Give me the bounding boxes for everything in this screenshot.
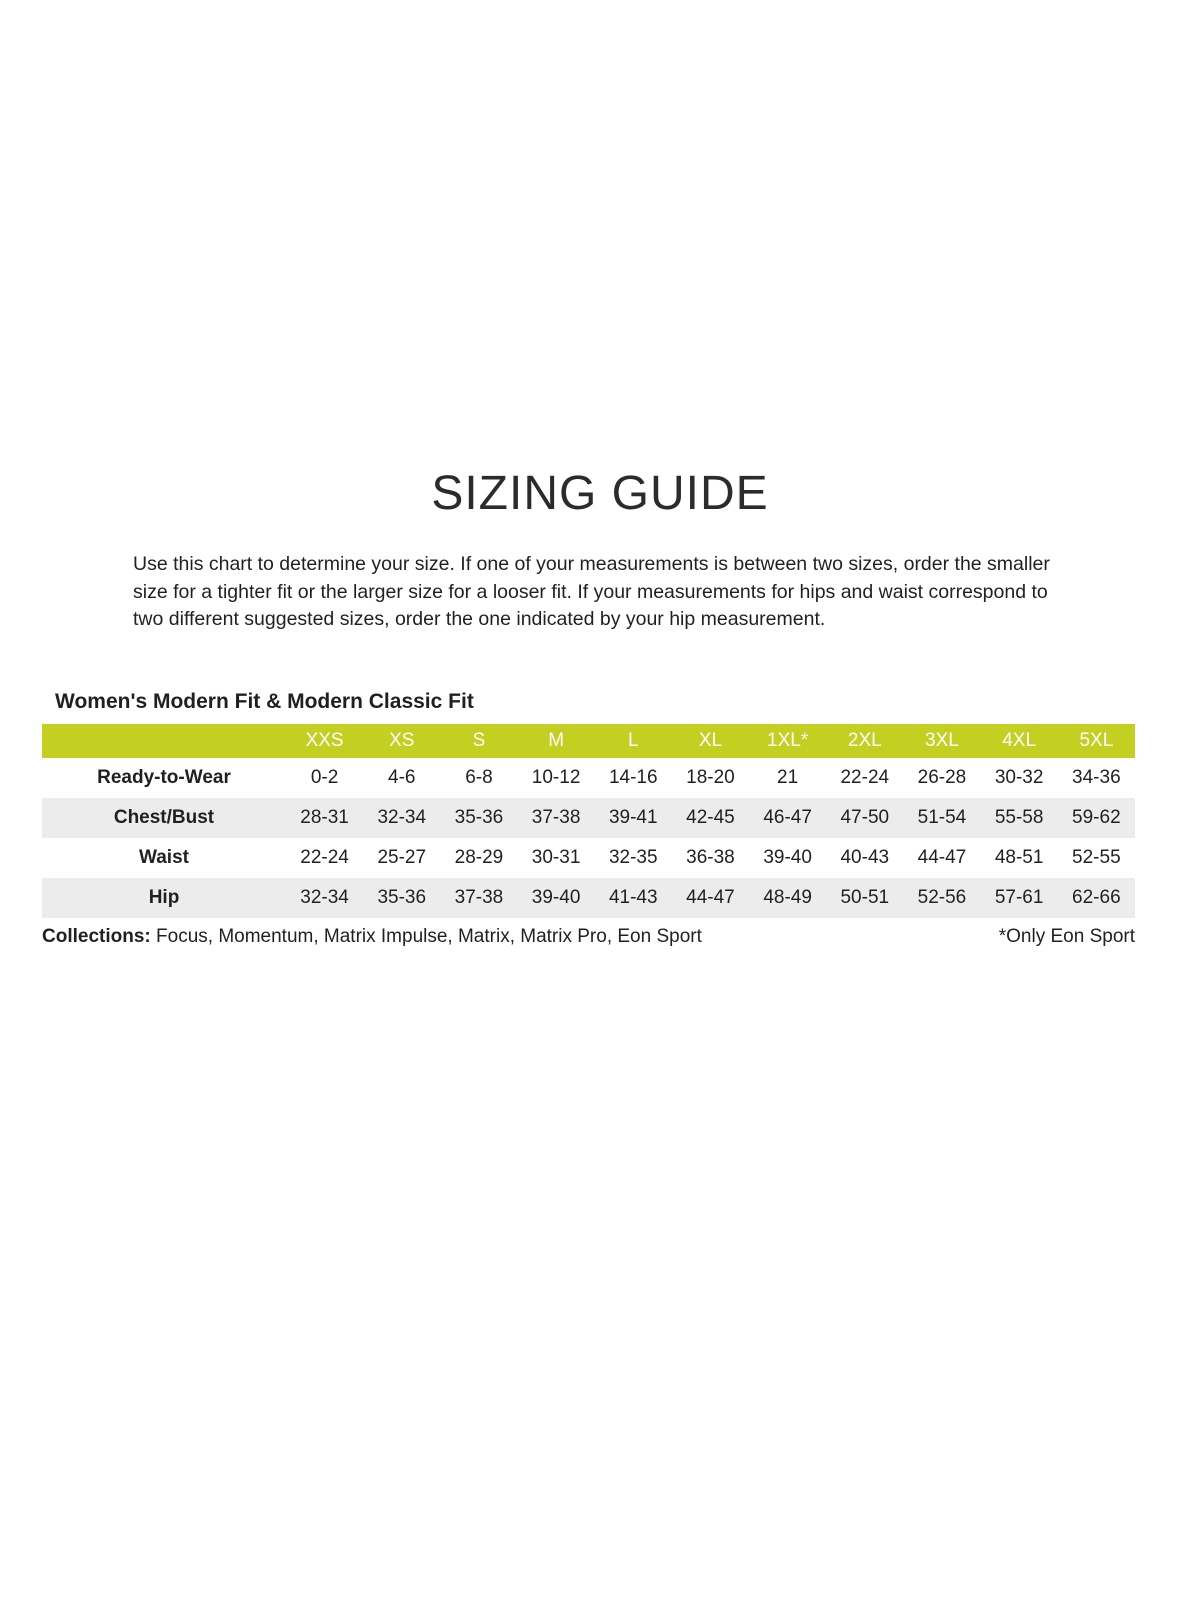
size-table-row: [42, 758, 1135, 798]
size-column-header: M: [518, 724, 595, 758]
size-header-row: [42, 724, 1135, 758]
size-value-cell: 22-24: [840, 767, 890, 789]
size-column-header: 5XL: [1058, 724, 1135, 758]
size-value-cell: 48-51: [994, 847, 1044, 869]
size-value-cell: 35-36: [454, 807, 504, 829]
size-value-cell: 32-34: [300, 887, 349, 909]
size-column-header: 2XL: [826, 724, 903, 758]
size-column-header: 4XL: [981, 724, 1058, 758]
page-title: SIZING GUIDE: [431, 467, 769, 520]
sizing-table: [42, 724, 1135, 918]
size-value-cell: 44-47: [917, 847, 967, 869]
size-value-cell: 40-43: [840, 847, 890, 869]
size-value-cell: 39-40: [531, 887, 581, 909]
size-value-cell: 41-43: [608, 887, 658, 909]
size-value-cell: 35-36: [377, 887, 427, 909]
size-value-cell: 50-51: [840, 887, 890, 909]
size-value-cell: 51-54: [917, 807, 967, 829]
size-value-cell: 26-28: [917, 767, 967, 789]
size-header-empty-cell: [42, 724, 286, 758]
size-table-row: [42, 878, 1135, 918]
size-column-header: S: [440, 724, 517, 758]
size-value-cell: 42-45: [686, 807, 735, 829]
size-value-cell: 46-47: [763, 807, 812, 829]
table-footer: [42, 926, 1135, 948]
size-value-cell: 57-61: [994, 887, 1044, 909]
size-value-cell: 59-62: [1072, 807, 1121, 829]
size-value-cell: 55-58: [994, 807, 1044, 829]
size-value-cell: 30-32: [994, 767, 1044, 789]
footnote: *Only Eon Sport: [998, 926, 1135, 948]
size-value-cell: 37-38: [454, 887, 504, 909]
size-column-header: XXS: [286, 724, 363, 758]
size-value-cell: 4-6: [388, 767, 416, 789]
size-value-cell: 37-38: [531, 807, 581, 829]
row-label: Ready-to-Wear: [97, 767, 231, 789]
row-label: Chest/Bust: [113, 807, 215, 829]
size-value-cell: 34-36: [1072, 767, 1121, 789]
size-value-cell: 14-16: [608, 767, 658, 789]
size-value-cell: 48-49: [763, 887, 812, 909]
size-value-cell: 32-35: [608, 847, 658, 869]
size-column-header: 1XL*: [749, 724, 826, 758]
size-value-cell: 47-50: [840, 807, 890, 829]
size-value-cell: 25-27: [377, 847, 427, 869]
intro-text: Use this chart to determine your size. If one of your measurements is between two sizes, order the smaller size for a tighter fit or the larger size for a looser fit. If your measurements for hips and waist correspond to two different suggested sizes, order the one indicated by your hip measurement.: [133, 553, 1050, 631]
size-value-cell: 28-29: [454, 847, 504, 869]
size-value-cell: 10-12: [531, 767, 581, 789]
size-value-cell: 36-38: [686, 847, 735, 869]
collections-label: Collections:: [42, 926, 151, 948]
size-value-cell: 39-41: [608, 807, 658, 829]
row-label: Waist: [139, 847, 189, 869]
size-value-cell: 39-40: [763, 847, 812, 869]
size-column-header: L: [595, 724, 672, 758]
size-column-header: XS: [363, 724, 440, 758]
size-value-cell: 44-47: [686, 887, 735, 909]
size-value-cell: 18-20: [686, 767, 735, 789]
size-value-cell: 52-55: [1072, 847, 1121, 869]
row-label: Hip: [148, 887, 180, 909]
size-column-header: XL: [672, 724, 749, 758]
section-title: Women's Modern Fit & Modern Classic Fit: [55, 690, 474, 714]
size-value-cell: 6-8: [465, 767, 493, 789]
size-table-row: [42, 838, 1135, 878]
size-value-cell: 28-31: [300, 807, 349, 829]
size-value-cell: 32-34: [377, 807, 427, 829]
size-value-cell: 62-66: [1072, 887, 1121, 909]
size-value-cell: 30-31: [531, 847, 581, 869]
size-value-cell: 52-56: [917, 887, 967, 909]
collections-list: Focus, Momentum, Matrix Impulse, Matrix, Matrix Pro, Eon Sport: [156, 926, 702, 948]
size-table-row: [42, 798, 1135, 838]
size-value-cell: 0-2: [310, 767, 339, 789]
collections-line: [42, 926, 702, 948]
size-value-cell: 21: [777, 767, 799, 789]
size-column-header: 3XL: [903, 724, 980, 758]
size-value-cell: 22-24: [300, 847, 349, 869]
